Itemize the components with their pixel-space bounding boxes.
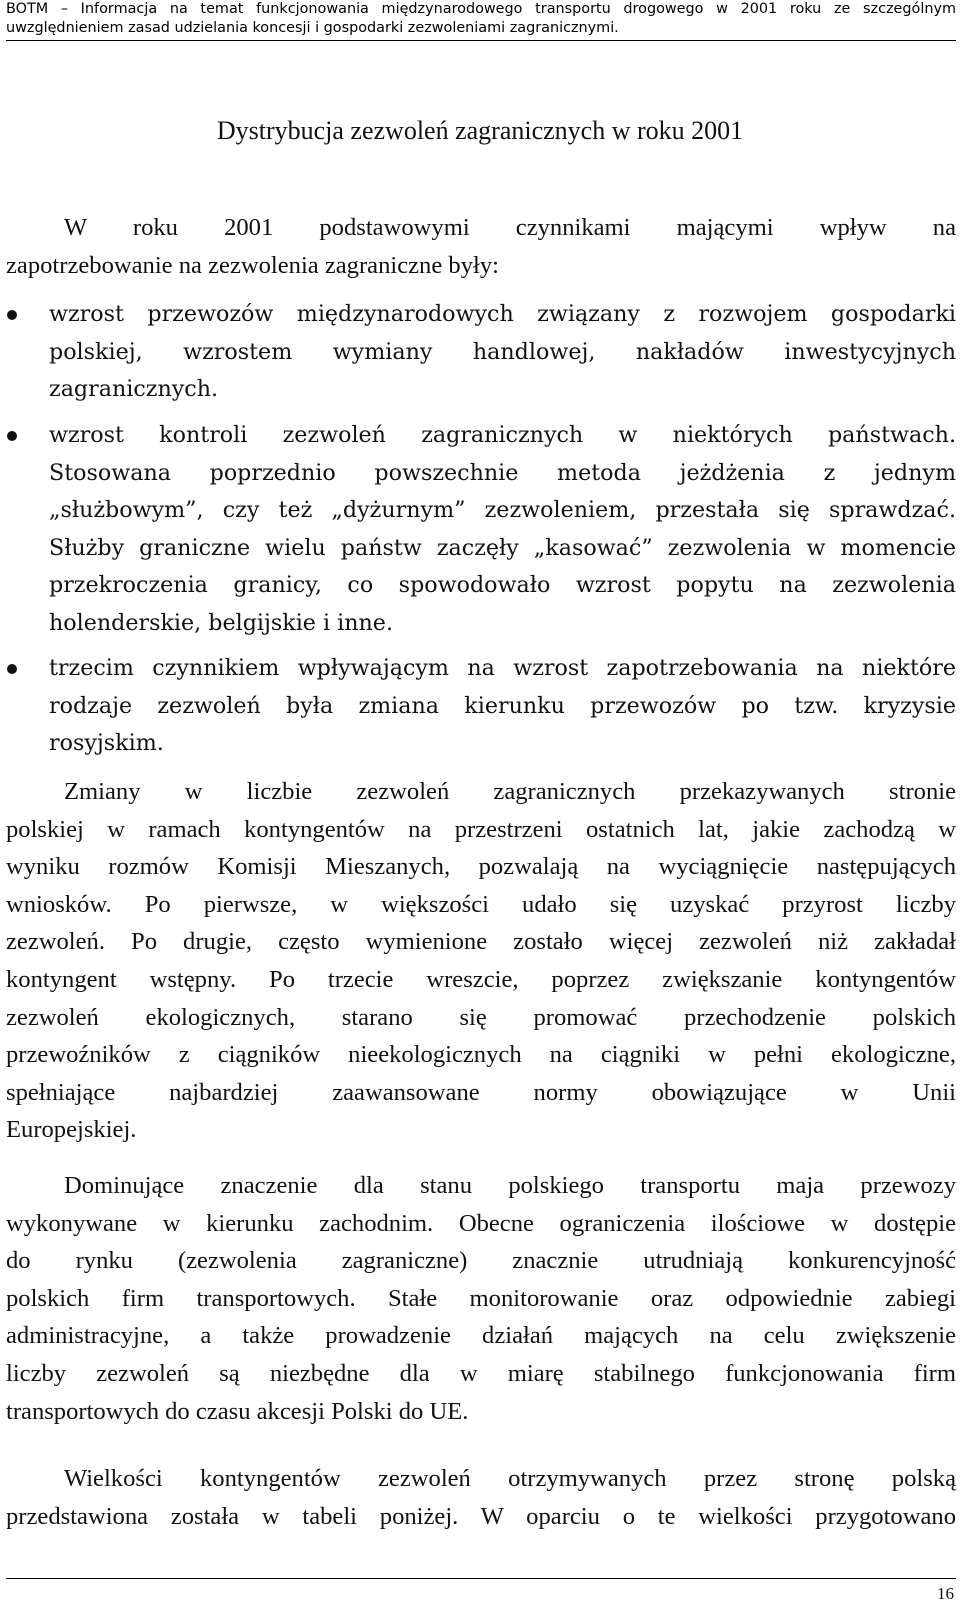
footer-divider <box>6 1578 956 1579</box>
bullet-icon <box>7 664 17 674</box>
text-line: wyniku rozmów Komisji Mieszanych, pozwalają na wyciągnięcie następujących <box>6 853 956 881</box>
paragraph <box>6 1167 956 1430</box>
text-line: do rynku (zezwolenia zagraniczne) znacznie utrudniają konkurencyjność <box>6 1247 956 1275</box>
list-item <box>6 650 956 763</box>
text-line: przewoźników z ciągników nieekologicznych na ciągniki w pełni ekologiczne, <box>6 1041 956 1069</box>
intro-paragraph <box>6 209 956 284</box>
text-line: zapotrzebowanie na zezwolenia zagraniczne były: <box>6 251 499 279</box>
text-line: administracyjne, a także prowadzenie działań mających na celu zwiększenie <box>6 1322 956 1350</box>
running-header-line-1: BOTM – Informacja na temat funkcjonowania międzynarodowego transportu drogowego w 2001 roku ze szczególnym <box>6 1 956 17</box>
bullet-icon <box>7 431 17 441</box>
text-line: „służbowym”, czy też „dyżurnym” zezwoleniem, przestała się sprawdzać. <box>49 497 956 524</box>
text-line: Europejskiej. <box>6 1116 137 1144</box>
text-line: Służby graniczne wielu państw zaczęły „kasować” zezwolenia w momencie <box>49 534 956 561</box>
text-line: polskiej w ramach kontyngentów na przestrzeni ostatnich lat, jakie zachodzą w <box>6 815 956 843</box>
text-line: transportowych do czasu akcesji Polski do UE. <box>6 1397 469 1425</box>
text-line: spełniające najbardziej zaawansowane normy obowiązujące w Unii <box>6 1078 956 1106</box>
text-line: kontyngent wstępny. Po trzecie wreszcie, poprzez zwiększanie kontyngentów <box>6 965 956 993</box>
text-line: wniosków. Po pierwsze, w większości udało się uzyskać przyrost liczby <box>6 890 956 918</box>
paragraph <box>6 773 956 1149</box>
list-item <box>6 417 956 643</box>
bullet-icon <box>7 310 17 320</box>
text-line: rodzaje zezwoleń była zmiana kierunku przewozów po tzw. kryzysie <box>49 692 956 719</box>
text-line: wzrost przewozów międzynarodowych związany z rozwojem gospodarki <box>49 301 956 327</box>
paragraph <box>6 1460 956 1535</box>
list-item <box>6 296 956 409</box>
text-line: przekroczenia granicy, co spowodowało wzrost popytu na zezwolenia <box>49 572 956 599</box>
running-header <box>6 0 956 38</box>
running-header-line-2: uwzględnieniem zasad udzielania koncesji i gospodarki zezwoleniami zagranicznymi. <box>6 20 619 36</box>
text-line: polskich firm transportowych. Stałe monitorowanie oraz odpowiednie zabiegi <box>6 1284 956 1312</box>
text-line: holenderskie, belgijskie i inne. <box>49 609 393 636</box>
text-line: Wielkości kontyngentów zezwoleń otrzymywanych przez stronę polską <box>64 1465 956 1492</box>
text-line: Stosowana poprzednio powszechnie metoda jeżdżenia z jednym <box>49 459 956 486</box>
text-line: przedstawiona została w tabeli poniżej. W oparciu o te wielkości przygotowano <box>6 1502 956 1530</box>
text-line: W roku 2001 podstawowymi czynnikami mającymi wpływ na <box>64 214 956 241</box>
section-title: Dystrybucja zezwoleń zagranicznych w roku 2001 <box>216 116 744 145</box>
text-line: wykonywane w kierunku zachodnim. Obecne ograniczenia ilościowe w dostępie <box>6 1209 956 1237</box>
header-divider <box>6 40 956 41</box>
text-line: rosyjskim. <box>49 730 164 757</box>
text-line: liczby zezwoleń są niezbędne dla w miarę stabilnego funkcjonowania firm <box>6 1359 956 1387</box>
text-line: zezwoleń ekologicznych, starano się promować przechodzenie polskich <box>6 1003 956 1031</box>
text-line: zezwoleń. Po drugie, często wymienione zostało więcej zezwoleń niż zakładał <box>6 928 956 956</box>
text-line: wzrost kontroli zezwoleń zagranicznych w niektórych państwach. <box>49 422 956 448</box>
page-number: 16 <box>937 1584 954 1603</box>
text-line: trzecim czynnikiem wpływającym na wzrost zapotrzebowania na niektóre <box>49 655 956 681</box>
text-line: polskiej, wzrostem wymiany handlowej, nakładów inwestycyjnych <box>49 338 956 365</box>
text-line: Zmiany w liczbie zezwoleń zagranicznych przekazywanych stronie <box>64 778 956 805</box>
text-line: zagranicznych. <box>49 376 219 403</box>
text-line: Dominujące znaczenie dla stanu polskiego transportu maja przewozy <box>64 1172 956 1199</box>
